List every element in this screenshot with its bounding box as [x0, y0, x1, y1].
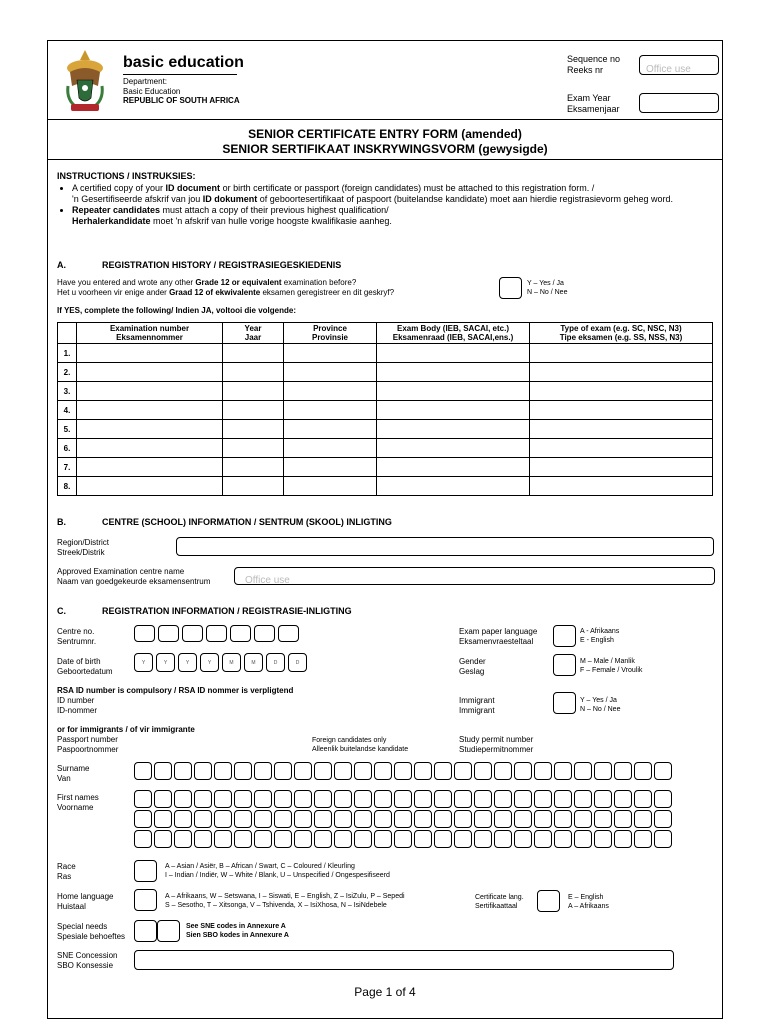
table-row: 3.: [58, 382, 713, 401]
table-row: 4.: [58, 401, 713, 420]
char-box[interactable]: [154, 830, 172, 848]
char-box[interactable]: [574, 830, 592, 848]
char-box[interactable]: [154, 790, 172, 808]
char-box[interactable]: [434, 830, 452, 848]
char-box[interactable]: [454, 762, 472, 780]
char-box[interactable]: [634, 830, 652, 848]
char-box[interactable]: [654, 762, 672, 780]
section-b-letter: B.: [57, 517, 66, 527]
history-question: Have you entered and wrote any other Grade 12 or equivalent examination before? Het u voorheen vir enige ander Graad 12 of ekwivalente eksamen geregistreer en dit geskryf?: [57, 278, 395, 297]
surname-label: Surname Van: [57, 764, 90, 783]
char-box[interactable]: [314, 790, 332, 808]
char-box[interactable]: [474, 762, 492, 780]
sne-concession-label: SNE Concession SBO Konsessie: [57, 951, 118, 970]
column-header: Year Jaar: [223, 323, 284, 344]
char-box[interactable]: [574, 762, 592, 780]
char-box[interactable]: [534, 830, 552, 848]
home-language-label: Home language Huistaal: [57, 892, 114, 911]
table-header-row: [58, 323, 713, 344]
char-box[interactable]: [434, 762, 452, 780]
char-box[interactable]: [514, 790, 532, 808]
region-district-field[interactable]: [176, 537, 714, 556]
race-field[interactable]: [134, 860, 157, 882]
char-box[interactable]: [254, 790, 272, 808]
char-box[interactable]: [254, 810, 272, 828]
form-page: [47, 40, 723, 1019]
table-row: 2.: [58, 363, 713, 382]
char-box[interactable]: [534, 762, 552, 780]
column-header: Province Provinsie: [284, 323, 377, 344]
certificate-language-codes: E – English A – Afrikaans: [568, 894, 609, 910]
char-box[interactable]: [654, 830, 672, 848]
char-box[interactable]: [214, 810, 232, 828]
column-header: Examination number Eksamennommer: [77, 323, 223, 344]
section-c-letter: C.: [57, 606, 66, 616]
page-title: SENIOR CERTIFICATE ENTRY FORM (amended) SENIOR SERTIFIKAAT INSKRYWINGSVORM (gewysigde): [222, 127, 548, 156]
exam-language-codes: A - Afrikaans E - English: [580, 628, 620, 644]
char-box[interactable]: [134, 830, 152, 848]
char-box[interactable]: [494, 810, 512, 828]
char-box[interactable]: [554, 810, 572, 828]
char-box[interactable]: [134, 762, 152, 780]
table-row: 5.: [58, 420, 713, 439]
char-box[interactable]: [214, 762, 232, 780]
char-box[interactable]: [234, 790, 252, 808]
sne-concession-field[interactable]: [134, 950, 674, 970]
char-box[interactable]: [274, 810, 292, 828]
study-permit-label: Study permit number Studiepermitnommer: [459, 735, 534, 754]
char-box[interactable]: [274, 790, 292, 808]
brand-rule: [123, 74, 237, 75]
first-names-label: First names Voorname: [57, 793, 99, 812]
char-box[interactable]: [554, 790, 572, 808]
centre-name-placeholder: Office use: [245, 575, 290, 586]
dept-line1: Department:: [123, 77, 168, 86]
char-box[interactable]: [594, 830, 612, 848]
char-box[interactable]: [134, 790, 152, 808]
char-box[interactable]: [294, 830, 312, 848]
char-box[interactable]: [174, 810, 192, 828]
char-box[interactable]: [174, 790, 192, 808]
exam-year-label: Exam Year Eksamenjaar: [567, 93, 620, 114]
char-box[interactable]: [574, 790, 592, 808]
char-box[interactable]: [234, 762, 252, 780]
dob-label: Date of birth Geboortedatum: [57, 657, 113, 676]
home-language-codes: A – Afrikaans, W – Setswana, I – Siswati, E – English, Z – IsiZulu, P – Sepedi S – Sesotho, T – Xitsonga, V – Tshivenda, X – IsiXhosa, N – IsiNdebele: [165, 893, 405, 909]
char-box[interactable]: [454, 790, 472, 808]
char-box[interactable]: [374, 830, 392, 848]
first-names-field-row2[interactable]: [134, 810, 674, 828]
char-box[interactable]: [574, 810, 592, 828]
column-header: Exam Body (IEB, SACAI, etc.) Eksamenraad (IEB, SACAI,ens.): [377, 323, 530, 344]
char-box[interactable]: [374, 762, 392, 780]
column-header: Type of exam (e.g. SC, NSC, N3) Tipe eksamen (e.g. SS, NSS, N3): [530, 323, 713, 344]
id-number-label: ID number ID-nommer: [57, 696, 98, 715]
char-box[interactable]: [274, 762, 292, 780]
exam-language-field[interactable]: [553, 625, 576, 647]
gender-field[interactable]: [553, 654, 576, 676]
char-box[interactable]: [454, 810, 472, 828]
char-box[interactable]: [234, 810, 252, 828]
first-names-field-row3[interactable]: [134, 830, 674, 848]
region-label: Region/District Streek/Distrik: [57, 538, 110, 557]
history-yn-codes: Y – Yes / Ja N – No / Nee: [527, 280, 568, 296]
immigrant-field[interactable]: [553, 692, 576, 714]
instruction-item: • Repeater candidates must attach a copy of their previous highest qualification/ Herhalerkandidate moet 'n afskrif van hulle vorige hoogste kwalifikasie aanheg.: [72, 205, 737, 227]
centre-no-label: Centre no. Sentrumnr.: [57, 627, 97, 646]
brand-name: basic education: [123, 54, 244, 71]
char-box[interactable]: [474, 810, 492, 828]
header-divider: [48, 119, 722, 120]
char-box[interactable]: [394, 810, 412, 828]
char-box[interactable]: [194, 790, 212, 808]
char-box[interactable]: [554, 830, 572, 848]
char-box[interactable]: [354, 830, 372, 848]
char-box[interactable]: [334, 810, 352, 828]
table-row: 8.: [58, 477, 713, 496]
char-box[interactable]: [494, 790, 512, 808]
char-box[interactable]: [414, 830, 432, 848]
char-box[interactable]: [154, 762, 172, 780]
char-box[interactable]: [134, 810, 152, 828]
char-box[interactable]: [174, 830, 192, 848]
table-row: 1.: [58, 344, 713, 363]
char-box[interactable]: [494, 830, 512, 848]
char-box[interactable]: [594, 762, 612, 780]
char-box[interactable]: [514, 810, 532, 828]
char-box[interactable]: [214, 830, 232, 848]
char-box[interactable]: [634, 790, 652, 808]
char-box[interactable]: [474, 830, 492, 848]
history-yn-field[interactable]: [499, 277, 522, 299]
if-yes-note: If YES, complete the following/ Indien JA, voltooi die volgende:: [57, 306, 296, 315]
char-box[interactable]: [514, 762, 532, 780]
sequence-no-field[interactable]: [639, 55, 719, 75]
char-box[interactable]: [654, 790, 672, 808]
section-a-heading: REGISTRATION HISTORY / REGISTRASIEGESKIEDENIS: [102, 260, 342, 270]
immigrant-label: Immigrant Immigrant: [459, 696, 495, 715]
char-box[interactable]: [494, 762, 512, 780]
section-b-heading: CENTRE (SCHOOL) INFORMATION / SENTRUM (SKOOL) INLIGTING: [102, 517, 392, 527]
exam-language-label: Exam paper language Eksamenvraesteltaal: [459, 627, 538, 646]
char-box[interactable]: [194, 830, 212, 848]
special-needs-field[interactable]: [134, 920, 183, 942]
table-row: 7.: [58, 458, 713, 477]
sequence-label: Sequence no Reeks nr: [567, 54, 621, 75]
char-box[interactable]: [454, 830, 472, 848]
immigrant-codes: Y – Yes / Ja N – No / Nee: [580, 697, 621, 713]
char-box[interactable]: [554, 762, 572, 780]
char-box[interactable]: [234, 830, 252, 848]
foreign-candidates-note: Foreign candidates only Alleenlik buitelandse kandidate: [312, 737, 409, 753]
certificate-language-field[interactable]: [537, 890, 560, 912]
char-box[interactable]: [374, 790, 392, 808]
char-box[interactable]: [334, 830, 352, 848]
certificate-language-label: Certificate lang. Sertifikaattaal: [475, 894, 524, 910]
char-box[interactable]: [314, 810, 332, 828]
surname-field[interactable]: [134, 762, 674, 780]
char-box[interactable]: [514, 830, 532, 848]
id-compulsory-note: RSA ID number is compulsory / RSA ID nommer is verpligtend: [57, 686, 294, 695]
special-needs-label: Special needs Spesiale behoeftes: [57, 922, 126, 941]
char-box[interactable]: [474, 790, 492, 808]
sne-codes-note: See SNE codes in Annexure A Sien SBO kodes in Annexure A: [186, 923, 289, 939]
char-box[interactable]: [614, 810, 632, 828]
coat-of-arms-icon: [60, 46, 110, 116]
home-language-field[interactable]: [134, 889, 157, 911]
char-box[interactable]: [394, 790, 412, 808]
race-codes: A – Asian / Asiër, B – African / Swart, C – Coloured / Kleurling I – Indian / Indiër, W – White / Blank, U – Unspecified / Ongespesifiseerd: [165, 863, 390, 879]
char-box[interactable]: [374, 810, 392, 828]
section-a-letter: A.: [57, 260, 66, 270]
char-box[interactable]: [654, 810, 672, 828]
char-box[interactable]: [434, 790, 452, 808]
char-box[interactable]: [334, 762, 352, 780]
char-box[interactable]: [354, 810, 372, 828]
char-box[interactable]: [594, 810, 612, 828]
char-box[interactable]: [634, 762, 652, 780]
passport-label: Passport number Paspoortnommer: [57, 735, 119, 754]
char-box[interactable]: [254, 762, 272, 780]
race-label: Race Ras: [57, 862, 76, 881]
row-number-header: [58, 323, 77, 344]
char-box[interactable]: [394, 830, 412, 848]
char-box[interactable]: [414, 810, 432, 828]
char-box[interactable]: [534, 790, 552, 808]
char-box[interactable]: [614, 830, 632, 848]
dob-field[interactable]: Y Y Y Y M M D D: [134, 653, 310, 672]
char-box[interactable]: [194, 810, 212, 828]
sequence-placeholder: Office use: [646, 64, 691, 75]
dept-line2: Basic Education: [123, 87, 181, 96]
gender-codes: M – Male / Manlik F – Female / Vroulik: [580, 658, 643, 674]
char-box[interactable]: [194, 762, 212, 780]
char-box[interactable]: [354, 762, 372, 780]
dept-line3: REPUBLIC OF SOUTH AFRICA: [123, 96, 240, 105]
char-box[interactable]: [274, 830, 292, 848]
instructions-list: [54, 183, 737, 227]
char-box[interactable]: [154, 810, 172, 828]
registration-history-table: [57, 322, 713, 496]
instruction-item: • A certified copy of your ID document or birth certificate or passport (foreign candidates) must be attached to this registration form. / 'n Gesertifiseerde afskrif van jou ID dokument of geboortesertifikaat of paspoort (buitelandse kandidate) moet aan hierdie registrasievorm geheg word.: [72, 183, 737, 205]
table-row: 6.: [58, 439, 713, 458]
char-box[interactable]: [594, 790, 612, 808]
char-box[interactable]: [294, 790, 312, 808]
exam-year-field[interactable]: [639, 93, 719, 113]
char-box[interactable]: [394, 762, 412, 780]
char-box[interactable]: [614, 762, 632, 780]
instructions-heading: INSTRUCTIONS / INSTRUKSIES:: [57, 171, 196, 181]
char-box[interactable]: [354, 790, 372, 808]
char-box[interactable]: [434, 810, 452, 828]
char-box[interactable]: [294, 762, 312, 780]
section-c-heading: REGISTRATION INFORMATION / REGISTRASIE-INLIGTING: [102, 606, 352, 616]
char-box[interactable]: [294, 810, 312, 828]
char-box[interactable]: [214, 790, 232, 808]
char-box[interactable]: [314, 830, 332, 848]
char-box[interactable]: [174, 762, 192, 780]
immigrants-heading: or for immigrants / of vir immigrante: [57, 725, 195, 734]
char-box[interactable]: [634, 810, 652, 828]
centre-no-field[interactable]: [134, 625, 302, 642]
char-box[interactable]: [534, 810, 552, 828]
gender-label: Gender Geslag: [459, 657, 486, 676]
centre-name-field[interactable]: [234, 567, 715, 585]
char-box[interactable]: [414, 790, 432, 808]
title-divider: [48, 159, 722, 160]
char-box[interactable]: [614, 790, 632, 808]
char-box[interactable]: [314, 762, 332, 780]
char-box[interactable]: [254, 830, 272, 848]
first-names-field-row1[interactable]: [134, 790, 674, 808]
centre-name-label: Approved Examination centre name Naam van goedgekeurde eksamensentrum: [57, 567, 211, 586]
page-number: Page 1 of 4: [354, 985, 416, 999]
char-box[interactable]: [334, 790, 352, 808]
char-box[interactable]: [414, 762, 432, 780]
